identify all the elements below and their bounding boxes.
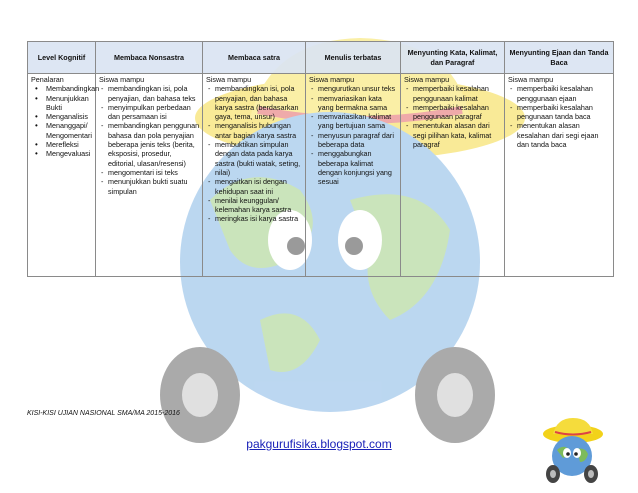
list-item: - memvariasikan kalimat yang bertujuan sama [309,112,398,131]
list-item: - menentukan alasan dari segi pilihan kata, kalimat paragraf [404,121,502,149]
list-item: - memperbaiki kesalahan penggunaan kalimat [404,84,502,103]
list-item: - menentukan alasan kesalahan dari segi ejaan dan tanda baca [508,121,611,149]
cell-menyunting-kata [401,74,505,277]
list-item: - memvariasikan kata yang bermakna sama [309,94,398,113]
list-item: • Menanggapi/ Mengomentari [31,121,93,140]
site-link[interactable]: pakgurufisika.blogspot.com [246,437,392,451]
list-item: • Menunjukkan Bukti [31,94,93,113]
header-membaca-nonsastra: Membaca Nonsastra [96,42,203,74]
document-footer-note: KISI-KISI UJIAN NASIONAL SMA/MA 2015-2016 [27,410,180,417]
list-item: - menyusun paragraf dari beberapa data [309,131,398,150]
cell-level-kognitif [28,74,100,277]
list-item: - menggabungkan beberapa kalimat dengan konjungsi yang sesuai [309,149,398,186]
cell-menyunting-ejaan [505,74,614,277]
list-item: - menganalisis hubungan antar bagian karya sastra [206,121,303,140]
table-row [28,74,614,277]
list-item: - memperbaiki kesalahan penggunaan paragraf [404,103,502,122]
cell-lead: Siswa mampu [206,75,252,84]
list-item: - menunjukkan bukti suatu simpulan [99,177,200,196]
cell-lead: Siswa mampu [404,75,450,84]
header-menulis-terbatas: Menulis terbatas [306,42,401,74]
list-item: - membuktikan simpulan dengan data pada karya sastra (bukti watak, seting, nilai) [206,140,303,177]
list-item: - membandingkan isi, pola penyajian, dan bahasa karya sastra (berdasarkan gaya, tema, unsur) [206,84,303,121]
list-item: - menilai keunggulan/ kelemahan karya sastra [206,196,303,215]
cell-lead: Penalaran [31,75,64,84]
table-header-row [28,42,614,74]
cell-membaca-satra [203,74,306,277]
list-item: - mengomentari isi teks [99,168,200,177]
header-menyunting-kata: Menyunting Kata, Kalimat, dan Paragraf [401,42,505,74]
list-item: - membandingkan penggunan bahasa dan pola penyajian beberapa jenis teks (berita, eksposisi, prosedur, editorial, ulasan/resensi) [99,121,200,167]
header-level-kognitif: Level Kognitif [28,42,96,74]
list-item: • Merefleksi [31,140,93,149]
list-item: - membandingkan isi, pola penyajian, dan bahasa teks [99,84,200,103]
list-item: • Menganalisis [31,112,93,121]
list-item: - memperbaiki kesalahan penggunaan ejaan [508,84,611,103]
list-item: - memperbaiki kesalahan pengunaan tanda baca [508,103,611,122]
header-menyunting-ejaan: Menyunting Ejaan dan Tanda Baca [505,42,614,74]
list-item: • Mengevaluasi [31,149,93,158]
cell-lead: Siswa mampu [99,75,145,84]
cell-lead: Siswa mampu [309,75,355,84]
list-item: - mengurutkan unsur teks [309,84,398,93]
header-membaca-satra: Membaca satra [203,42,306,74]
cell-menulis-terbatas [306,74,401,277]
list-item: • Membandingkan [31,84,93,93]
globe-mascot-logo [533,416,611,486]
list-item: - menyimpulkan perbedaan dan persamaan isi [99,103,200,122]
kisi-kisi-table [27,41,614,277]
cell-lead: Siswa mampu [508,75,554,84]
cell-membaca-nonsastra [96,74,203,277]
list-item: - mengaitkan isi dengan kehidupan saat ini [206,177,303,196]
list-item: - meringkas isi karya sastra [206,214,303,223]
